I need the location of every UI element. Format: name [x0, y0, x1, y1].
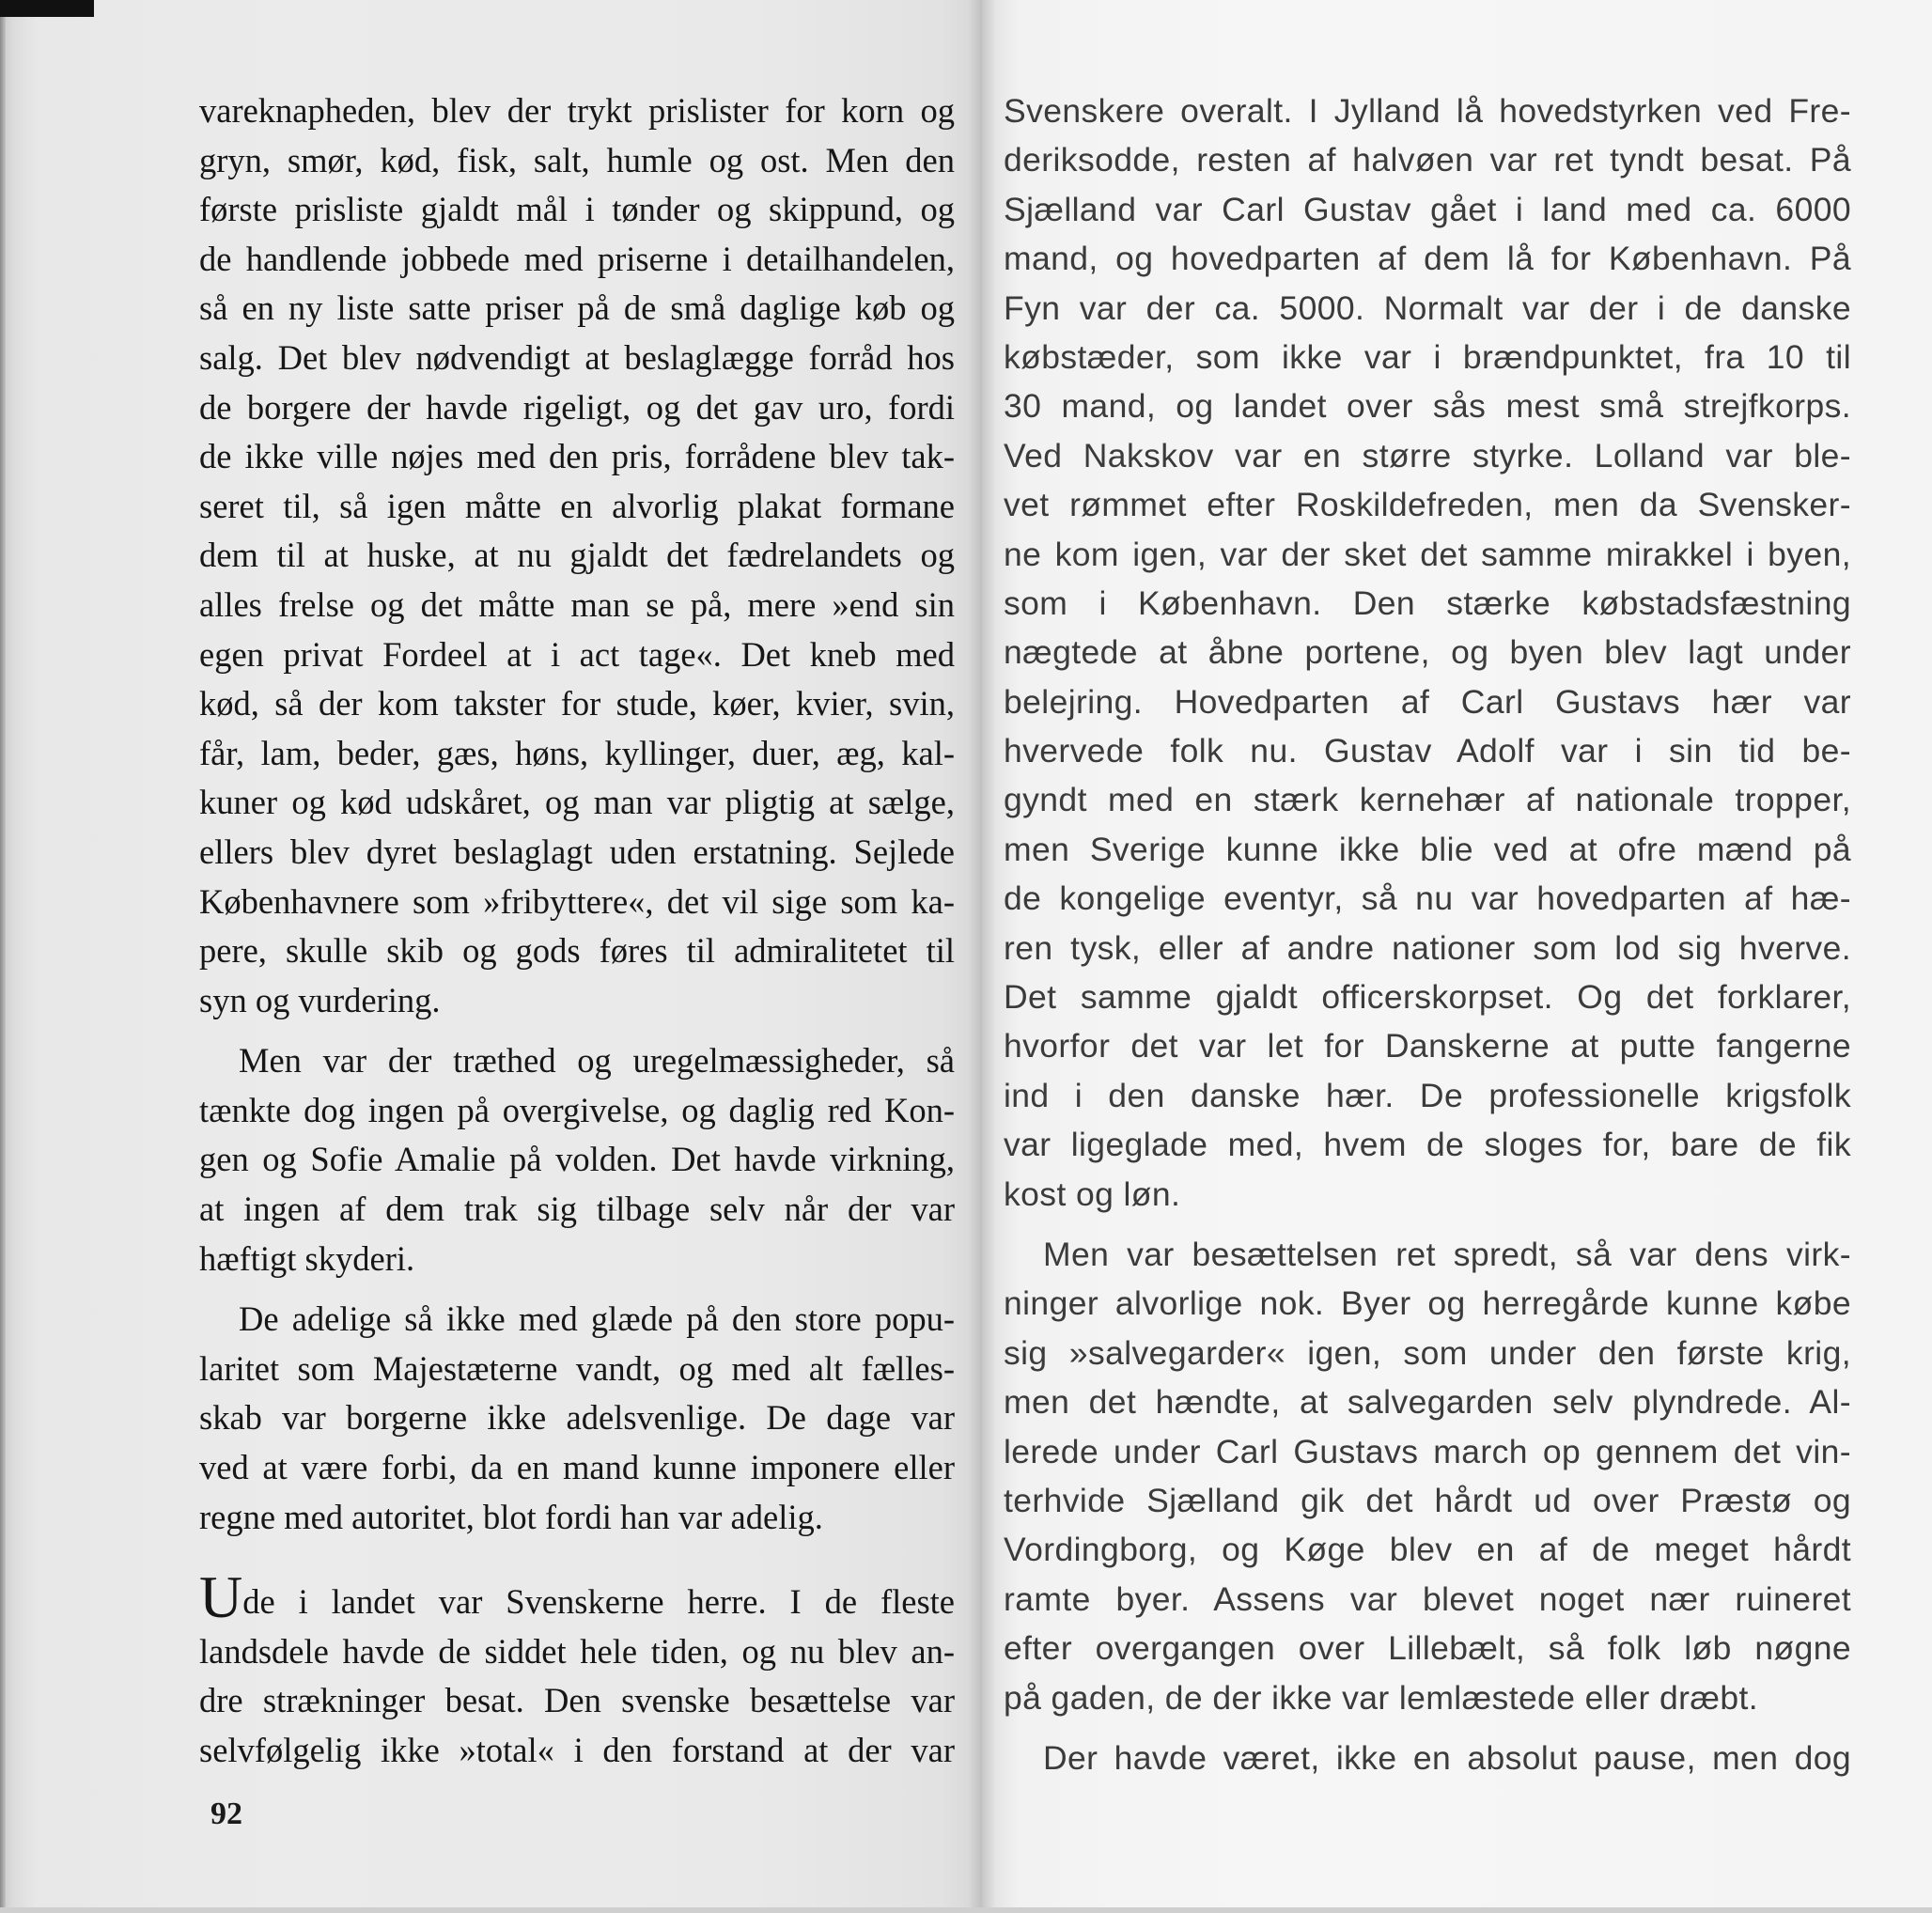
text-line: Men var besættelsen ret spredt, så var dens virk-	[1043, 1235, 1851, 1273]
left-text-column	[199, 86, 955, 1776]
text-line: kød, så der kom takster for stude, køer, kvier, svin,	[199, 684, 955, 723]
text-line: sig »salvegarder« igen, som under den første krig,	[1004, 1333, 1851, 1372]
text-line: laritet som Majestæterne vandt, og med alt fælles-	[199, 1348, 955, 1388]
text-line: mand, og hovedparten af dem lå for København. På	[1004, 240, 1851, 278]
text-line: hvorfor det var let for Danskerne at putte fangerne	[1004, 1027, 1851, 1065]
text-line: Fyn var der ca. 5000. Normalt var der i de danske	[1004, 288, 1851, 327]
paragraph	[1004, 86, 1851, 1219]
section-start-paragraph	[199, 1563, 955, 1775]
scan-corner	[0, 0, 94, 17]
text-line: egen privat Fordeel at i act tage«. Det kneb med	[199, 634, 955, 674]
text-line: på gaden, de der ikke var lemlæstede eller dræbt.	[1004, 1678, 1758, 1717]
page-bottom-edge	[0, 1907, 1932, 1913]
text-line: vareknapheden, blev der trykt prislister for korn og	[199, 91, 955, 130]
text-line: de ikke ville nøjes med den pris, forrådene blev tak-	[199, 437, 955, 476]
text-line: men det hændte, at salvegarden selv plyndrede. Al-	[1004, 1383, 1851, 1422]
text-line: som i København. Den stærke købstadsfæstning	[1004, 583, 1851, 622]
paragraph	[199, 86, 955, 1025]
text-line: kost og løn.	[1004, 1174, 1181, 1213]
text-line: terhvide Sjælland gik det hårdt ud over Præstø og	[1004, 1481, 1851, 1519]
text-line: belejring. Hovedparten af Carl Gustavs hær var	[1004, 682, 1851, 721]
text-line: De adelige så ikke med glæde på den store popu-	[239, 1299, 955, 1339]
text-line: dem til at huske, at nu gjaldt det fædrelandets og	[199, 536, 955, 575]
text-line: kuner og kød udskåret, og man var pligtig at sælge,	[199, 783, 955, 822]
text-line: men Sverige kunne ikke blie ved at ofre mænd på	[1004, 830, 1851, 868]
text-line: pere, skulle skib og gods føres til admiralitetet til	[199, 931, 955, 971]
text-line: nægtede at åbne portene, og byen blev lagt under	[1004, 633, 1851, 672]
text-line: ren tysk, eller af andre nationer som lod sig hverve.	[1004, 928, 1851, 967]
text-line: 30 mand, og landet over sås mest små strejfkorps.	[1004, 387, 1851, 426]
text-line: at ingen af dem trak sig tilbage selv når der var	[199, 1190, 955, 1229]
text-line: gen og Sofie Amalie på volden. Det havde virkning,	[199, 1140, 955, 1179]
text-line: regne med autoritet, blot fordi han var adelig.	[199, 1497, 823, 1536]
text-line: alles frelse og det måtte man se på, mere »end sin	[199, 584, 955, 624]
text-line: landsdele havde de siddet hele tiden, og nu blev an-	[199, 1631, 955, 1671]
text-line: selvfølgelig ikke »total« i den forstand at der var	[199, 1731, 955, 1769]
text-line: tænkte dog ingen på overgivelse, og daglig red Kon-	[199, 1090, 955, 1129]
text-line: ne kom igen, var der sket det samme mirakkel i byen,	[1004, 535, 1851, 573]
text-line: købstæder, som ikke var i brændpunktet, fra 10 til	[1004, 337, 1851, 376]
text-line: var ligeglade med, hvem de sloges for, bare de fik	[1004, 1126, 1851, 1164]
text-line-rest: de i landet var Svenskerne herre. I de fleste	[242, 1582, 955, 1622]
text-line: ved at være forbi, da en mand kunne imponere eller	[199, 1448, 955, 1487]
text-line: Der havde været, ikke en absolut pause, men dog	[1043, 1738, 1851, 1777]
page-number: 92	[210, 1796, 242, 1831]
text-line: efter overgangen over Lillebælt, så folk løb nøgne	[1004, 1629, 1851, 1668]
text-line: seret til, så igen måtte en alvorlig plakat formane	[199, 486, 955, 525]
text-line: salg. Det blev nødvendigt at beslaglægge forråd hos	[199, 337, 955, 377]
book-spine	[968, 0, 996, 1913]
right-text-column	[1004, 86, 1851, 1782]
text-line: Københavnere som »fribyttere«, det vil sige som ka-	[199, 881, 955, 921]
text-line: gryn, smør, kød, fisk, salt, humle og ost. Men den	[199, 140, 955, 179]
text-line: ninger alvorlige nok. Byer og herregårde kunne købe	[1004, 1284, 1851, 1323]
text-line: vet rømmet efter Roskildefreden, men da Svensker-	[1004, 486, 1851, 524]
text-line: Svenskere overalt. I Jylland lå hovedstyrken ved Fre-	[1004, 92, 1851, 130]
text-line: lerede under Carl Gustavs march op gennem det vin-	[1004, 1432, 1851, 1470]
page-edge	[0, 17, 6, 1913]
drop-cap: U	[199, 1563, 243, 1631]
text-line: ramte byer. Assens var blevet noget nær ruineret	[1004, 1579, 1851, 1618]
text-line: deriksodde, resten af halvøen var ret tyndt besat. På	[1004, 141, 1851, 179]
text-line: gyndt med en stærk kernehær af nationale tropper,	[1004, 781, 1851, 819]
text-line: syn og vurdering.	[199, 980, 441, 1019]
text-line	[199, 1563, 955, 1631]
text-line: skab var borgerne ikke adelsvenlige. De dage var	[199, 1398, 955, 1438]
paragraph	[1004, 1230, 1851, 1722]
text-line: de handlende jobbede med priserne i detailhandelen,	[199, 239, 955, 278]
text-line: Det samme gjaldt officerskorpset. Og det forklarer,	[1004, 978, 1851, 1017]
text-line: første prisliste gjaldt mål i tønder og skippund, og	[199, 190, 955, 229]
text-line: så en ny liste satte priser på de små daglige køb og	[199, 288, 955, 328]
text-line: Sjælland var Carl Gustav gået i land med ca. 6000	[1004, 190, 1851, 228]
paragraph	[199, 1295, 955, 1542]
text-line: hæftigt skyderi.	[199, 1238, 415, 1278]
text-line: hvervede folk nu. Gustav Adolf var i sin tid be-	[1004, 732, 1851, 770]
paragraph	[199, 1036, 955, 1283]
text-line: får, lam, beder, gæs, høns, kyllinger, duer, æg, kal-	[199, 733, 955, 772]
paragraph	[1004, 1734, 1851, 1782]
text-line: de kongelige eventyr, så nu var hovedparten af hæ-	[1004, 879, 1851, 918]
text-line: Men var der træthed og uregelmæssigheder, så	[239, 1041, 955, 1081]
text-line: de borgere der havde rigeligt, og det gav uro, fordi	[199, 387, 955, 427]
text-line: Vordingborg, og Køge blev en af de meget hårdt	[1004, 1531, 1851, 1569]
text-line: Ved Nakskov var en større styrke. Lolland var ble-	[1004, 436, 1851, 474]
text-line: ind i den danske hær. De professionelle krigsfolk	[1004, 1076, 1851, 1114]
text-line: dre strækninger besat. Den svenske besættelse var	[199, 1681, 955, 1720]
text-line: ellers blev dyret beslaglagt uden erstatning. Sejlede	[199, 832, 955, 871]
